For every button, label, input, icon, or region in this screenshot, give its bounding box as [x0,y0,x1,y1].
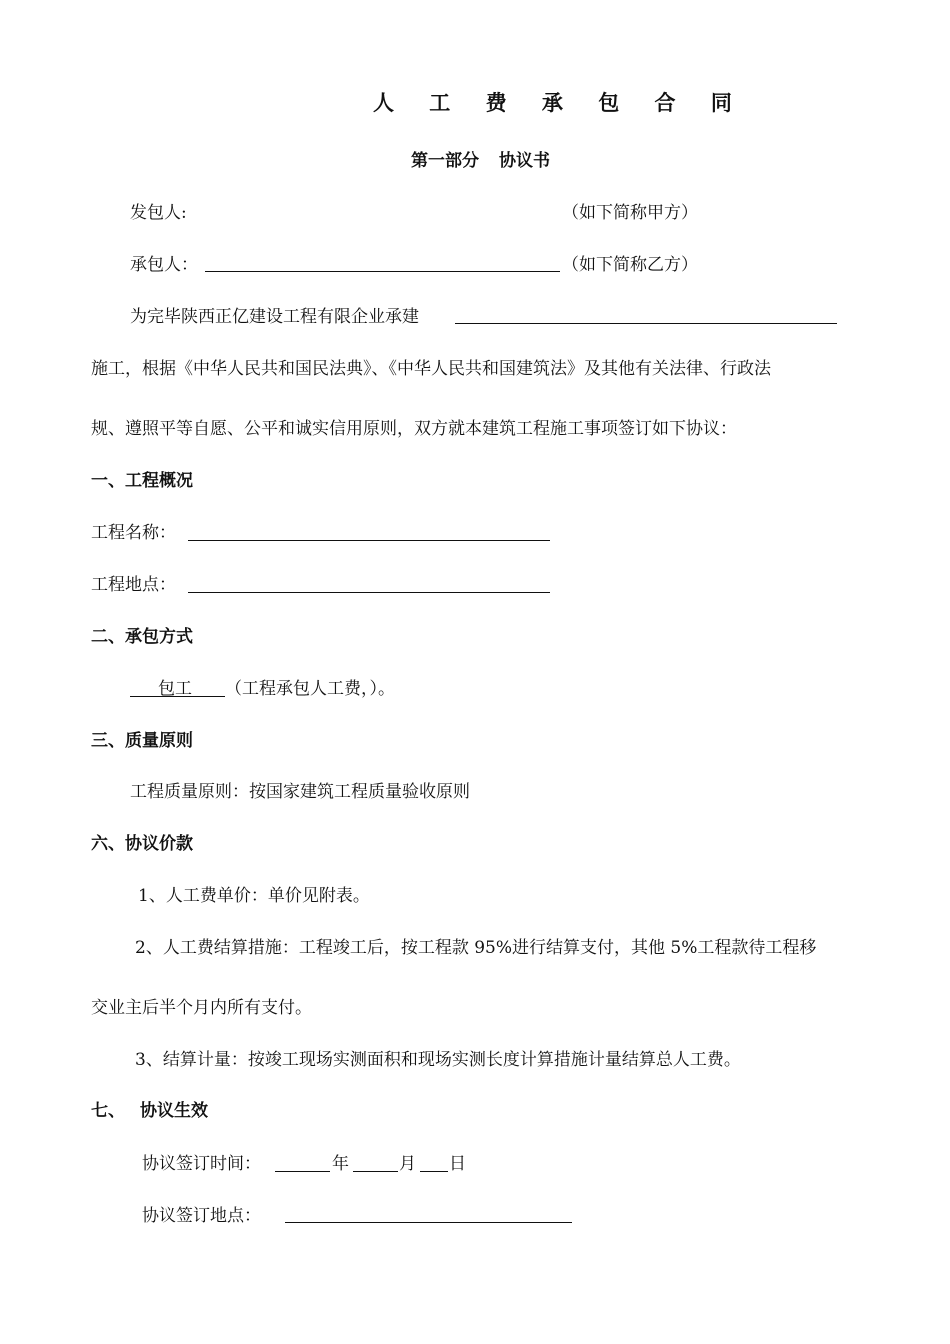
preamble-line-3: 规、遵照平等自愿、公平和诚实信用原则，双方就本建筑工程施工事项签订如下协议： [91,419,737,439]
preamble-line-2: 施工，根据《中华人民共和国民法典》、《中华人民共和国建筑法》及其他有关法律、行政法 [91,359,771,379]
price-item-1: 1、人工费单价：单价见附表。 [138,886,370,906]
project-site-blank-line [188,592,550,593]
signing-date-label: 协议签订时间： [142,1154,261,1174]
contractor-blank-line [205,271,560,272]
section-7-heading [91,1100,208,1122]
subtitle-part: 第一部分 [411,151,479,171]
signing-day-label: 日 [449,1154,466,1174]
signing-year-label: 年 [332,1154,349,1174]
contractor-label: 承包人： [130,255,198,275]
signing-month-label: 月 [399,1154,416,1174]
project-name-blank-line [188,540,550,541]
project-site-label: 工程地点： [91,575,176,595]
price-item-2-line-2: 交业主后半个月内所有支付。 [91,998,312,1018]
price-item-2-line-1: 2、人工费结算措施：工程竣工后，按工程款 95%进行结算支付，其他 5%工程款待工程移 [135,938,817,958]
contract-mode-note: （工程承包人工费，）。 [225,679,395,699]
document-title: 人 工 费 承 包 合 同 [373,91,746,115]
document-subtitle [411,150,550,172]
employer-label: 发包人: [130,203,187,223]
section-2-heading: 二、承包方式 [91,627,193,647]
contractor-note: （如下简称乙方） [562,255,698,275]
employer-note: （如下简称甲方） [562,203,698,223]
signing-month-blank [353,1171,398,1172]
preamble-line-1: 为完毕陕西正亿建设工程有限企业承建 [130,307,419,327]
subtitle-name: 协议书 [499,151,550,171]
price-item-3: 3、结算计量：按竣工现场实测面积和现场实测长度计算措施计量结算总人工费。 [135,1050,741,1070]
signing-year-blank [275,1171,330,1172]
section-6-heading: 六、协议价款 [91,834,193,854]
signing-day-blank [420,1171,448,1172]
section-7-name: 协议生效 [140,1101,208,1121]
signing-place-blank-line [285,1222,572,1223]
contract-mode-value: 包工 [158,679,192,699]
project-blank-line [455,323,837,324]
quality-standard-text: 工程质量原则：按国家建筑工程质量验收原则 [130,782,470,802]
section-7-number: 七、 [91,1101,125,1121]
section-3-heading: 三、质量原则 [91,731,193,751]
project-name-label: 工程名称： [91,523,176,543]
section-1-heading: 一、工程概况 [91,471,193,491]
signing-place-label: 协议签订地点： [142,1206,261,1226]
